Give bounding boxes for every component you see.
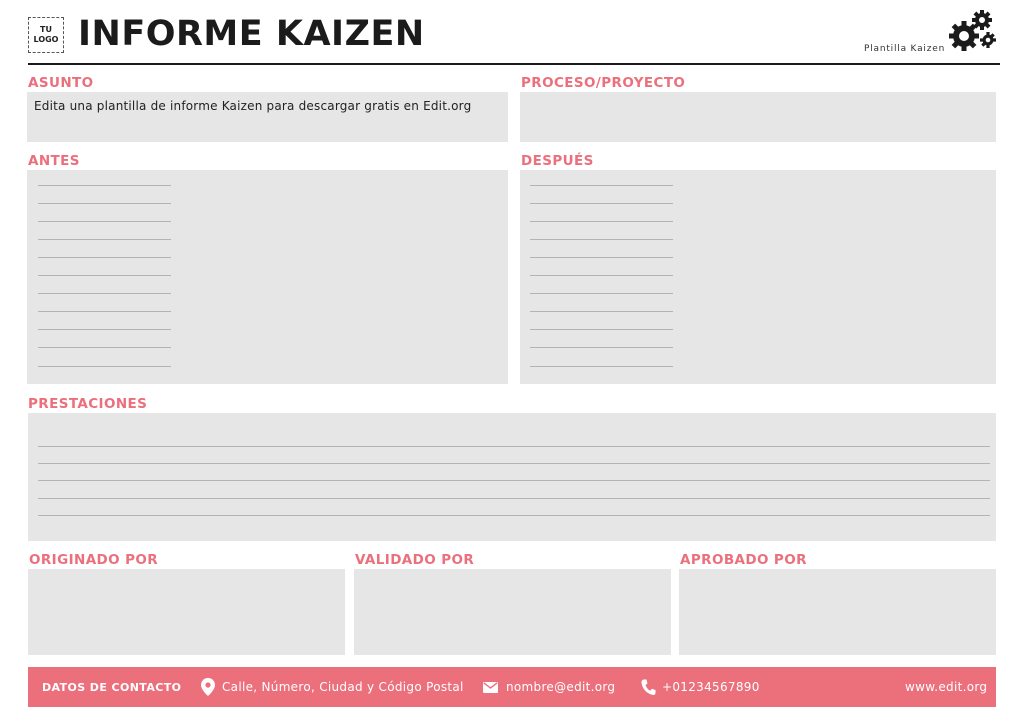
- despues-line: [530, 293, 673, 294]
- proceso-value: [520, 92, 996, 106]
- antes-line: [38, 347, 171, 348]
- antes-line: [38, 257, 171, 258]
- contact-heading: DATOS DE CONTACTO: [42, 680, 182, 694]
- prestaciones-line: [38, 446, 990, 447]
- despues-line: [530, 329, 673, 330]
- prestaciones-line: [38, 498, 990, 499]
- despues-line: [530, 221, 673, 222]
- despues-line: [530, 185, 673, 186]
- gears-icon: [948, 8, 996, 54]
- page-title: INFORME KAIZEN: [78, 14, 425, 54]
- validado-field[interactable]: [354, 569, 671, 655]
- despues-field[interactable]: [520, 170, 996, 384]
- antes-line: [38, 293, 171, 294]
- prestaciones-label: PRESTACIONES: [28, 396, 148, 412]
- contact-phone[interactable]: +01234567890: [662, 680, 760, 694]
- antes-line: [38, 185, 171, 186]
- contact-footer: [28, 667, 996, 707]
- template-subtitle: Plantilla Kaizen: [864, 44, 946, 54]
- logo-text-line1: TU: [40, 25, 52, 34]
- antes-line: [38, 203, 171, 204]
- logo-text-line2: LOGO: [33, 35, 59, 44]
- despues-label: DESPUÉS: [521, 153, 594, 169]
- antes-line: [38, 275, 171, 276]
- proceso-label: PROCESO/PROYECTO: [521, 75, 686, 91]
- header-divider: [28, 63, 1000, 65]
- prestaciones-field[interactable]: [28, 413, 996, 541]
- originado-field[interactable]: [28, 569, 345, 655]
- aprobado-field[interactable]: [679, 569, 996, 655]
- despues-line: [530, 203, 673, 204]
- envelope-icon: [483, 667, 498, 707]
- location-pin-icon: [201, 667, 215, 707]
- antes-line: [38, 239, 171, 240]
- validado-label: VALIDADO POR: [355, 552, 475, 568]
- despues-line: [530, 275, 673, 276]
- asunto-label: ASUNTO: [28, 75, 94, 91]
- antes-line: [38, 311, 171, 312]
- asunto-field[interactable]: [27, 92, 508, 142]
- logo-placeholder: [28, 17, 64, 53]
- despues-line: [530, 347, 673, 348]
- prestaciones-line: [38, 480, 990, 481]
- antes-field[interactable]: [27, 170, 508, 384]
- prestaciones-line: [38, 515, 990, 516]
- despues-line: [530, 257, 673, 258]
- despues-line: [530, 311, 673, 312]
- phone-icon: [641, 667, 656, 707]
- antes-line: [38, 221, 171, 222]
- proceso-field[interactable]: [520, 92, 996, 142]
- contact-email[interactable]: nombre@edit.org: [506, 680, 616, 694]
- despues-line: [530, 239, 673, 240]
- originado-label: ORIGINADO POR: [29, 552, 159, 568]
- aprobado-label: APROBADO POR: [680, 552, 807, 568]
- contact-address: Calle, Número, Ciudad y Código Postal: [222, 680, 464, 694]
- despues-line: [530, 366, 673, 367]
- antes-line: [38, 366, 171, 367]
- contact-website[interactable]: www.edit.org: [905, 680, 988, 694]
- asunto-value: Edita una plantilla de informe Kaizen para descargar gratis en Edit.org: [34, 99, 472, 113]
- antes-line: [38, 329, 171, 330]
- prestaciones-line: [38, 463, 990, 464]
- antes-label: ANTES: [28, 153, 80, 169]
